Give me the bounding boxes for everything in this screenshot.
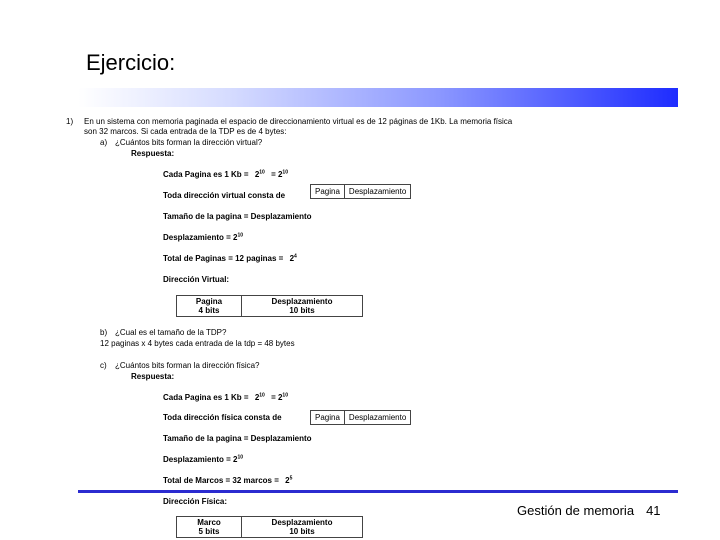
part-a-total-pages: Total de Paginas = 12 paginas = $2^4$ — [163, 253, 297, 263]
part-c-address-boxes — [310, 410, 411, 425]
offset-column-bits: 10 bits — [289, 306, 315, 315]
page-column-label: Pagina — [195, 297, 223, 306]
statement-line-1: En un sistema con memoria paginada el espacio de direccionamiento virtual es de 12 páginas de 1Kb. La memoria física — [84, 117, 513, 126]
frame-column — [177, 517, 241, 537]
offset-box: Desplazamiento — [344, 185, 410, 198]
part-c-total-frames: Total de Marcos = 32 $marcos = 2^5$ — [163, 475, 293, 485]
part-a-page-size: Cada Pagina es 1 $Kb = 2^{10} = 2^{10}$ — [163, 169, 288, 179]
frame-column-bits: 5 bits — [198, 527, 220, 536]
part-a-letter: a) — [100, 138, 108, 147]
offset-column-label: Desplazamiento — [271, 297, 333, 306]
offset-column — [241, 296, 362, 316]
part-c-page-size: Cada Pagina es 1 $Kb = 2^{10} = 2^{10}$ — [163, 392, 288, 402]
part-c-offset: Desplazamiento = $2^{10}$ — [163, 454, 244, 464]
page-column — [177, 296, 241, 316]
part-b-question: ¿Cual es el tamaño de la TDP? — [115, 328, 227, 337]
part-a-question: ¿Cuántos bits forman la dirección virtual? — [115, 138, 263, 147]
virtual-address-table — [176, 295, 363, 317]
part-c-size-eq: Tamaño de la pagina = Desplazamiento — [163, 434, 312, 443]
offset-column — [241, 517, 362, 537]
part-a-answer-label: Respuesta: — [131, 149, 175, 158]
part-c-address-text: Toda dirección física consta de — [163, 413, 282, 422]
part-a-address-boxes — [310, 184, 411, 199]
offset-column-label: Desplazamiento — [271, 518, 333, 527]
slide-title: Ejercicio: — [86, 50, 176, 75]
part-a-address-title: Dirección Virtual: — [163, 275, 230, 284]
page-column-bits: 4 bits — [198, 306, 220, 315]
part-a-size-eq: Tamaño de la pagina = Desplazamiento — [163, 212, 312, 221]
physical-address-table — [176, 516, 363, 538]
statement-line-2: son 32 marcos. Si cada entrada de la TDP es de 4 bytes: — [84, 127, 287, 136]
part-c-question: ¿Cuántos bits forman la dirección física? — [115, 361, 260, 370]
page-box: Pagina — [315, 413, 340, 422]
frame-column-label: Marco — [197, 518, 221, 527]
part-b-answer: 12 paginas x 4 bytes cada entrada de la tdp = 48 bytes — [100, 339, 295, 348]
part-a-address-text: Toda dirección virtual consta de — [163, 191, 286, 200]
part-b-letter: b) — [100, 328, 108, 337]
footer-divider — [78, 490, 678, 493]
part-c-letter: c) — [100, 361, 107, 370]
slide-footer — [517, 503, 661, 518]
exercise-number: 1) — [66, 117, 74, 126]
title-gradient-band — [78, 88, 678, 107]
page-number: 41 — [646, 503, 661, 518]
offset-column-bits: 10 bits — [289, 527, 315, 536]
offset-box: Desplazamiento — [344, 411, 410, 424]
footer-label: Gestión de memoria — [517, 503, 635, 518]
part-a-offset: Desplazamiento = $2^{10}$ — [163, 232, 244, 242]
part-c-address-title: Dirección Física: — [163, 497, 228, 506]
page-box: Pagina — [315, 187, 340, 196]
part-c-answer-label: Respuesta: — [131, 372, 175, 381]
